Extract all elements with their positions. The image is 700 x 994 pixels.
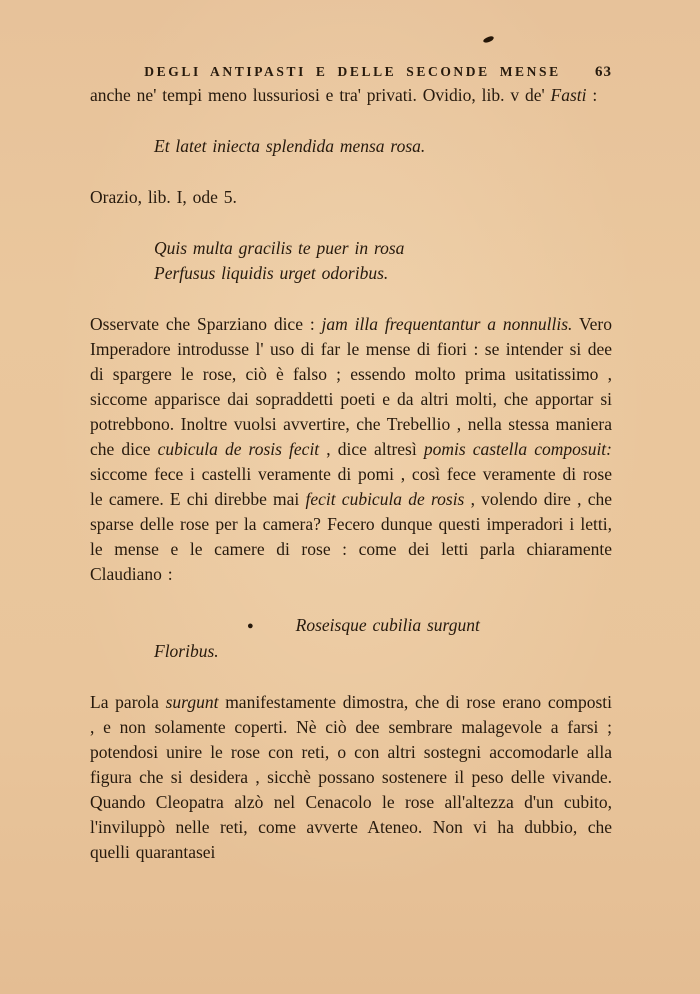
bullet-mark: ● [247, 620, 254, 632]
paragraph-continuation [90, 83, 612, 108]
latin-word: surgunt [165, 692, 219, 712]
latin-quote-ovid [90, 134, 612, 159]
quote-line: Et latet iniecta splendida mensa rosa. [154, 136, 426, 156]
latin-quote-horace [90, 236, 612, 286]
paragraph-text: La parola [90, 692, 166, 712]
paragraph-text: Osservate che Sparziano dice : [90, 314, 322, 334]
running-head-title: DEGLI ANTIPASTI E DELLE SECONDE MENSE [144, 64, 561, 79]
running-head [90, 64, 612, 81]
paragraph-text: , volendo dire , che sparse delle rose per la camera? Fecero dunque questi imperadori i letti, le mense e le camere di rose : come dei letti parla chiaramente Claudiano : [90, 489, 612, 584]
quote-line: Perfusus liquidis urget odoribus. [154, 263, 389, 283]
paragraph-text: Vero Imperadore introdusse l' uso di far le mense di fiori : se intender si dee di spargere le rose, ciò è falso ; essendo molto prima usitatissimo , siccome apparisce dai sopraddetti poeti e da altri molti, che apportar si potrebbono. Inoltre vuolsi avvertire, che Trebellio , nella stessa maniera che dice [90, 314, 613, 459]
paragraph-text: , dice altresì [319, 439, 424, 459]
latin-phrase: cubicula de rosis fecit [157, 439, 320, 459]
quote-line [90, 613, 612, 639]
ink-blot-mark [482, 35, 494, 43]
page-body [90, 83, 612, 865]
latin-phrase: fecit cubicula de rosis [305, 489, 465, 509]
paragraph-text: anche ne' tempi meno lussuriosi e tra' privati. Ovidio, lib. v de' [90, 85, 551, 105]
latin-quote-claudian [90, 613, 612, 664]
paragraph-text: : [586, 85, 598, 105]
page-number: 63 [595, 64, 612, 80]
italic-work-title: Fasti [550, 85, 587, 105]
quote-text: Roseisque cubilia surgunt [295, 615, 480, 635]
paragraph-text: manifestamente dimostra, che di rose erano composti , e non solamente coperti. Nè ciò dee sembrare malagevole a farsi ; potendosi unire le rose con reti, o con altri sostegni accomodarle alla figura che si desidera , sicchè possano sostenere il peso delle vivande. Quando Cleopatra alzò nel Cenacolo le rose all'altezza d'un cubito, l'inviluppò nelle reti, come avverte Ateneo. Non vi ha dubbio, che quelli quarantasei [90, 692, 612, 862]
quote-line: Floribus. [154, 641, 219, 661]
latin-phrase: pomis castella composuit: [423, 439, 612, 459]
paragraph-closing [90, 690, 612, 865]
paragraph-main [90, 312, 612, 587]
paragraph-text: siccome fece i castelli veramente di pomi , così fece veramente di rose le camere. E chi direbbe mai [90, 464, 612, 509]
quote-line: Quis multa gracilis te puer in rosa [154, 238, 405, 258]
quote-attribution-horace: Orazio, lib. I, ode 5. [90, 187, 237, 207]
latin-phrase: jam illa frequentantur a nonnullis. [321, 314, 573, 334]
